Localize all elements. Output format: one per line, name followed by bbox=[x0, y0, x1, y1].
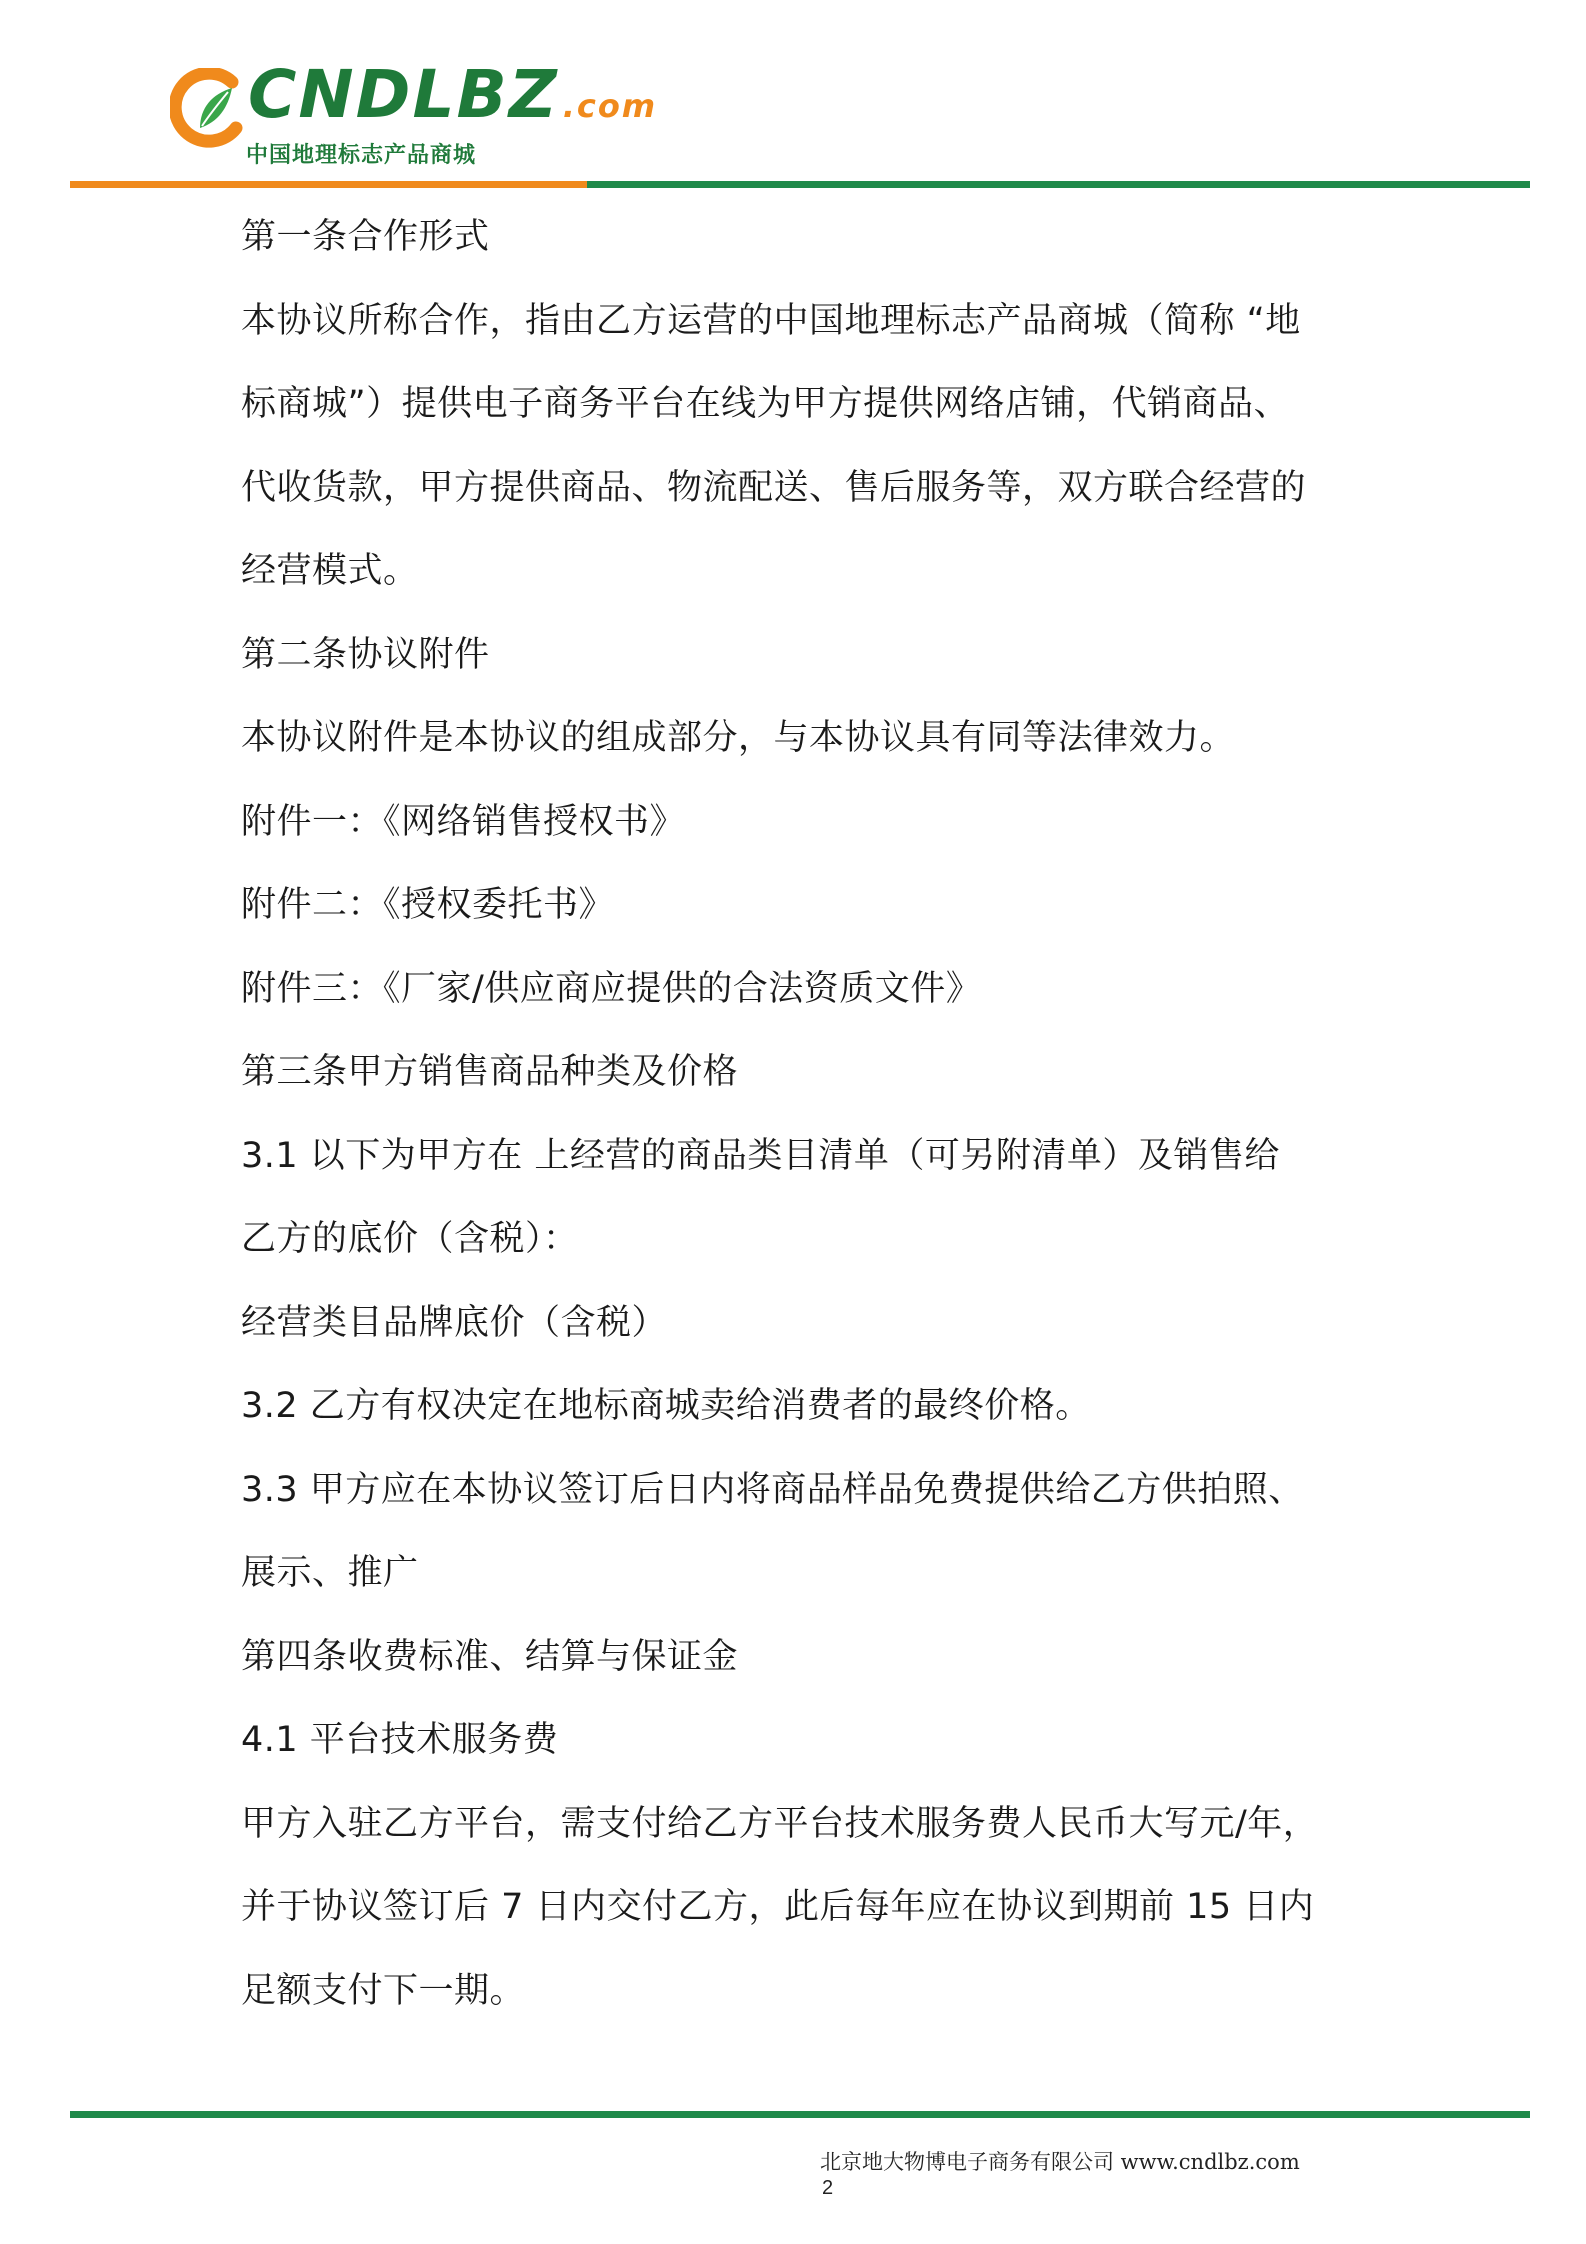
text-line: 展示、推广 bbox=[241, 1553, 419, 1593]
text-line: 乙方的底价（含税）： bbox=[241, 1219, 579, 1259]
text-line: 第四条收费标准、结算与保证金 bbox=[241, 1636, 739, 1677]
text-line: 3.3 甲方应在本协议签订后日内将商品样品免费提供给乙方供拍照、 bbox=[241, 1469, 1304, 1510]
text-line: 3.1 以下为甲方在 上经营的商品类目清单（可另附清单）及销售给 bbox=[241, 1135, 1280, 1176]
header-divider-orange bbox=[70, 181, 587, 188]
text-line: 4.1 平台技术服务费 bbox=[241, 1720, 559, 1760]
text-line: 附件二：《授权委托书》 bbox=[241, 885, 615, 925]
footer-company: 北京地大物博电子商务有限公司 www.cndlbz.com bbox=[820, 2150, 1300, 2174]
cndlbz-logo bbox=[170, 56, 658, 172]
logo-wordmark bbox=[248, 56, 658, 133]
text-line: 代收货款，甲方提供商品、物流配送、售后服务等，双方联合经营的 bbox=[241, 467, 1307, 508]
page-number: 2 bbox=[822, 2177, 834, 2199]
text-line: 经营类目品牌底价（含税） bbox=[241, 1302, 668, 1343]
text-line: 第二条协议附件 bbox=[241, 634, 490, 675]
logo-text: CNDLBZ bbox=[248, 56, 559, 133]
header-divider-green bbox=[587, 181, 1530, 188]
text-line: 本协议附件是本协议的组成部分，与本协议具有同等法律效力。 bbox=[241, 718, 1236, 758]
text-line: 经营模式。 bbox=[241, 551, 419, 591]
text-line: 附件三：《厂家/供应商应提供的合法资质文件》 bbox=[241, 968, 982, 1009]
text-line: 标商城”）提供电子商务平台在线为甲方提供网络店铺，代销商品、 bbox=[241, 384, 1290, 424]
text-line: 足额支付下一期。 bbox=[241, 1970, 526, 2011]
document-body bbox=[241, 196, 1361, 2033]
page-header bbox=[0, 0, 1586, 190]
text-line: 第三条甲方销售商品种类及价格 bbox=[241, 1052, 739, 1092]
text-line: 甲方入驻乙方平台，需支付给乙方平台技术服务费人民币大写元/年， bbox=[241, 1803, 1319, 1844]
logo-subtitle: 中国地理标志产品商城 bbox=[246, 143, 477, 168]
text-line: 3.2 乙方有权决定在地标商城卖给消费者的最终价格。 bbox=[241, 1386, 1091, 1426]
leaf-c-logo-icon bbox=[170, 68, 250, 148]
logo-tld: .com bbox=[562, 87, 658, 125]
text-line: 本协议所称合作，指由乙方运营的中国地理标志产品商城（简称 “地 bbox=[241, 300, 1301, 341]
text-line: 第一条合作形式 bbox=[241, 217, 490, 257]
text-line: 并于协议签订后 7 日内交付乙方，此后每年应在协议到期前 15 日内 bbox=[241, 1887, 1315, 1927]
footer-divider bbox=[70, 2111, 1530, 2118]
header-divider bbox=[70, 181, 1530, 188]
text-line: 附件一：《网络销售授权书》 bbox=[241, 801, 686, 842]
